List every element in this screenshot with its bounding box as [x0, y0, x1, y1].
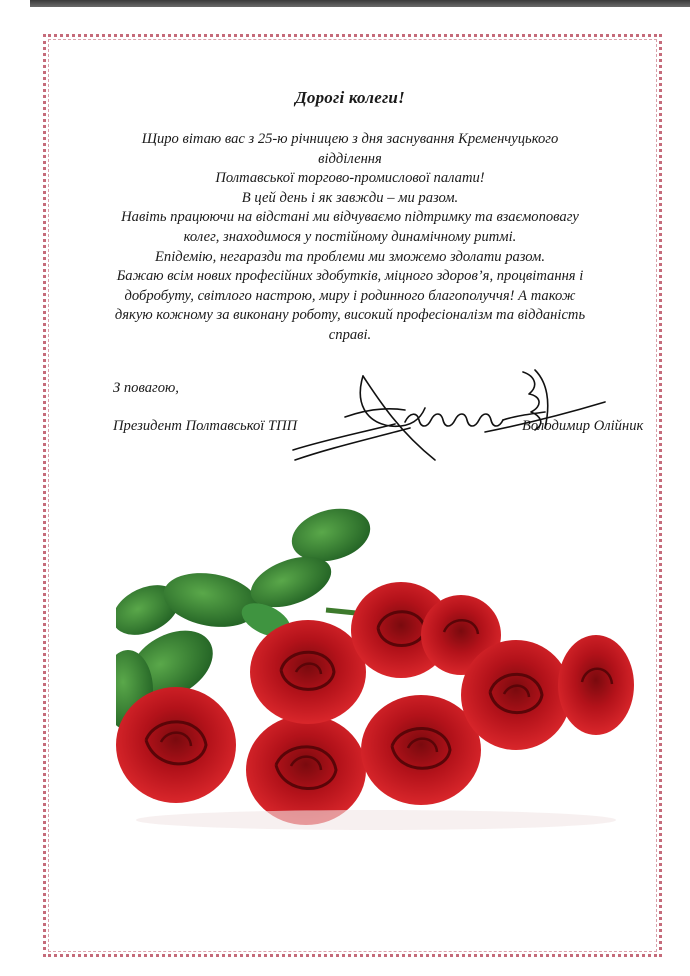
roses-bouquet-image: [116, 500, 636, 840]
sender-position: Президент Полтавської ТПП: [113, 418, 298, 434]
letter-line: Епідемію, негаразди та проблеми ми зможемо здолати разом.: [155, 248, 545, 265]
letter-line: дякую кожному за виконану роботу, високий професіоналізм та відданість: [114, 307, 586, 324]
letter-line: справі.: [328, 326, 372, 343]
letter-line: добробуту, світлого настрою, миру і родинного благополуччя! А також: [124, 287, 576, 304]
letter-line: В цей день і як завжди – ми разом.: [241, 189, 459, 206]
letter-body: [110, 88, 590, 346]
letter-paragraph: [110, 130, 590, 346]
letter-line: Полтавської торгово-промислової палати!: [215, 170, 485, 187]
sender-name: Володимир Олійник: [522, 418, 644, 434]
greeting-heading: Дорогі колеги!: [295, 88, 405, 107]
closing-phrase: З повагою,: [113, 380, 179, 396]
page-top-edge: [30, 0, 690, 7]
letter-line: Навіть працюючи на відстані ми відчуваємо підтримку та взаємоповагу: [121, 209, 579, 226]
letter-line: Щиро вітаю вас з 25-ю річницею з дня заснування Кременчуцького відділення: [141, 131, 559, 167]
letter-line: Бажаю всім нових професійних здобутків, міцного здоров’я, процвітання і: [116, 268, 584, 285]
letter-line: колег, знаходимося у постійному динамічному ритмі.: [183, 228, 517, 245]
handwritten-signature: [285, 362, 615, 472]
